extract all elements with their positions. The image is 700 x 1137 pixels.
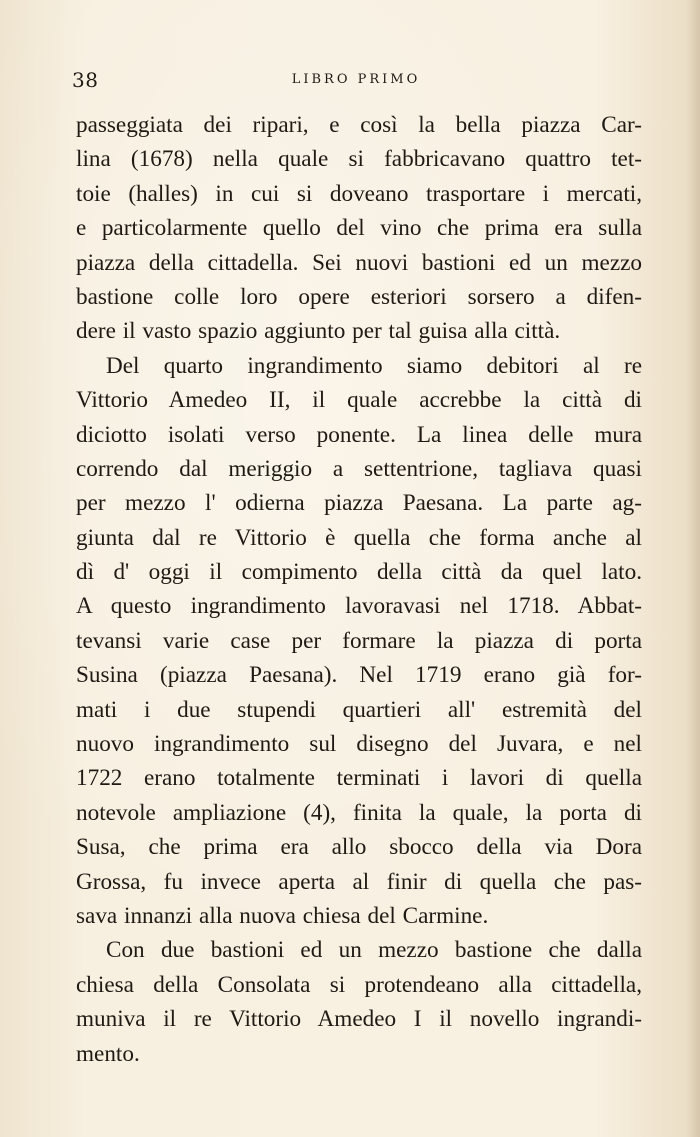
text-line: bastione colle loro opere esteriori sorsero a difen-	[76, 283, 642, 310]
text-line: sava innanzi alla nuova chiesa del Carmine.	[76, 902, 489, 929]
text-line: e particolarmente quello del vino che prima era sulla	[76, 215, 642, 242]
text-line: nuovo ingrandimento sul disegno del Juvara, e nel	[76, 731, 642, 758]
page-number: 38	[72, 68, 99, 92]
text-line: diciotto isolati verso ponente. La linea delle mura	[76, 421, 642, 448]
text-line: Grossa, fu invece aperta al finir di quella che pas-	[76, 868, 642, 895]
text-line: passeggiata dei ripari, e così la bella piazza Car-	[76, 112, 642, 138]
text-line: piazza della cittadella. Sei nuovi bastioni ed un mezzo	[76, 249, 642, 276]
text-line: lina (1678) nella quale si fabbricavano quattro tet-	[76, 146, 642, 173]
page-edge-shadow	[686, 0, 700, 1137]
text-line: giunta dal re Vittorio è quella che forma anche al	[76, 524, 642, 551]
text-line: notevole ampliazione (4), finita la quale, la porta di	[76, 799, 642, 826]
text-line: chiesa della Consolata si protendeano alla cittadella,	[76, 971, 642, 998]
text-line: Susa, che prima era allo sbocco della via Dora	[76, 834, 642, 861]
text-line: mati i due stupendi quartieri all' estremità del	[76, 696, 642, 723]
text-line: dì d' oggi il compimento della città da quel lato.	[76, 559, 642, 586]
text-line: mento.	[76, 1040, 140, 1067]
text-line: 1722 erano totalmente terminati i lavori di quella	[76, 765, 642, 792]
running-head: LIBRO PRIMO	[291, 72, 421, 87]
page-header	[72, 68, 640, 98]
text-line: tevansi varie case per formare la piazza di porta	[76, 627, 642, 654]
text-line: toie (halles) in cui si doveano trasportare i mercati,	[76, 180, 642, 207]
text-line: A questo ingrandimento lavoravasi nel 1718. Abbat-	[76, 593, 642, 620]
text-line: Susina (piazza Paesana). Nel 1719 erano già for-	[76, 662, 642, 689]
text-line: per mezzo l' odierna piazza Paesana. La parte ag-	[76, 490, 642, 517]
text-line: Vittorio Amedeo II, il quale accrebbe la città di	[76, 387, 642, 414]
body-text	[76, 108, 642, 1071]
text-line: muniva il re Vittorio Amedeo I il novello ingrandi-	[76, 1006, 642, 1033]
text-line: dere il vasto spazio aggiunto per tal guisa alla città.	[76, 318, 561, 345]
text-line: correndo dal meriggio a settentrione, tagliava quasi	[76, 455, 642, 482]
text-line: Del quarto ingrandimento siamo debitori al re	[106, 352, 642, 379]
text-line: Con due bastioni ed un mezzo bastione che dalla	[106, 937, 642, 964]
